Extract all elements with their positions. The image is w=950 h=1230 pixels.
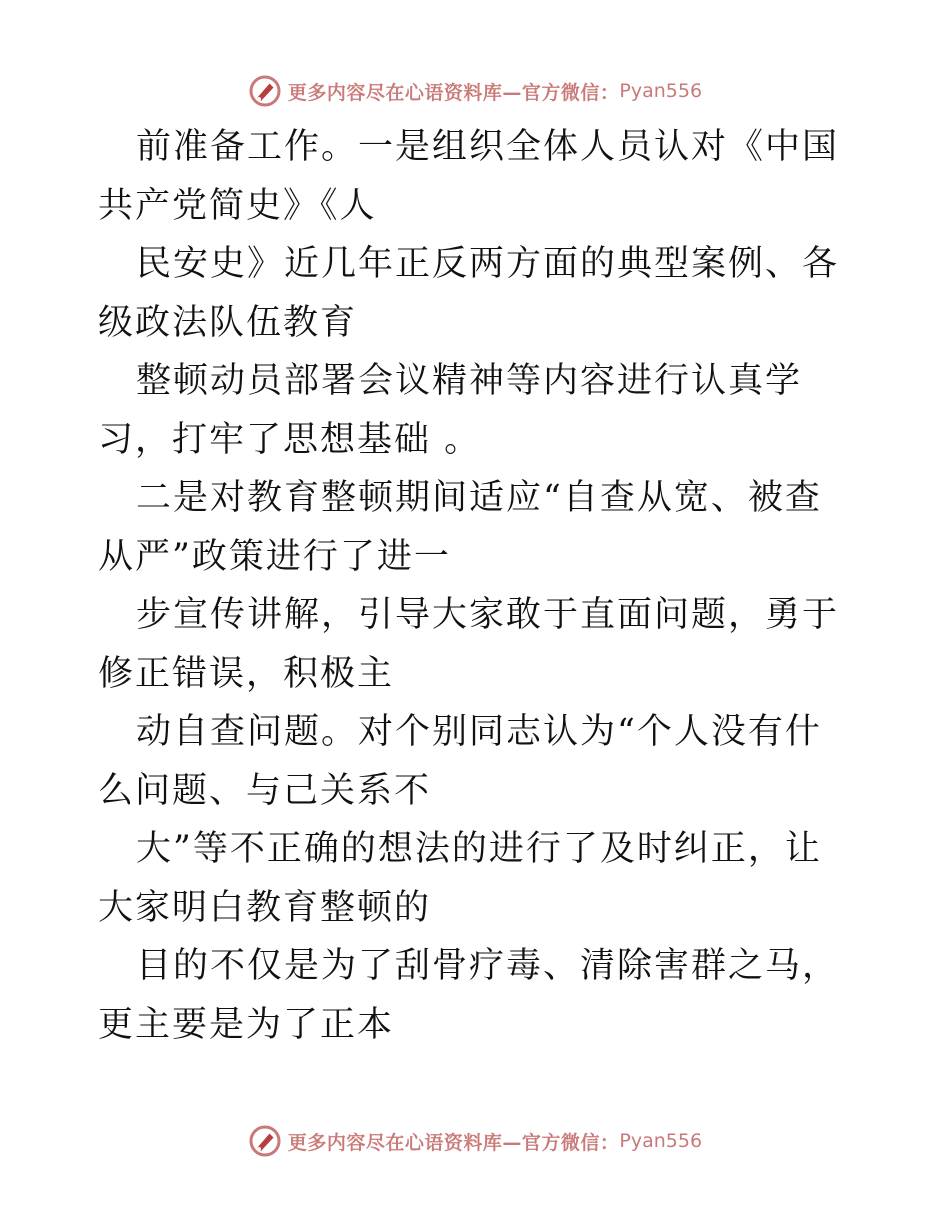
header-banner (0, 71, 950, 111)
header-wechat-id: Pyan556 (619, 80, 703, 102)
paragraph: 民安史》近几年正反两方面的典型案例、各级政法队伍教育 (98, 244, 840, 343)
pen-nib-logo-icon (248, 1124, 282, 1158)
header-banner-text: 更多内容尽在心语资料库—官方微信： (287, 81, 620, 104)
pen-nib-logo-icon (248, 74, 282, 108)
paragraph: 大”等不正确的想法的进行了及时纠正，让大家明白教育整顿的 (98, 829, 822, 928)
paragraph: 整顿动员部署会议精神等内容进行认真学习，打牢了思想基础 。 (98, 361, 803, 460)
paragraph: 前准备工作。一是组织全体人员认对《中国共产党简史》《人 (98, 127, 840, 226)
footer-banner (0, 1121, 950, 1161)
footer-wechat-id: Pyan556 (619, 1130, 703, 1152)
document-body (98, 118, 858, 1054)
paragraph: 步宣传讲解，引导大家敢于直面问题，勇于修正错误，积极主 (98, 595, 840, 694)
paragraph: 动自查问题。对个别同志认为“个人没有什么问题、与己关系不 (98, 712, 822, 811)
paragraph: 目的不仅是为了刮骨疗毒、清除害群之马，更主要是为了正本 (98, 946, 840, 1045)
footer-banner-text: 更多内容尽在心语资料库—官方微信： (287, 1131, 620, 1154)
paragraph: 二是对教育整顿期间适应“自查从宽、被查从严”政策进行了进一 (98, 478, 822, 577)
